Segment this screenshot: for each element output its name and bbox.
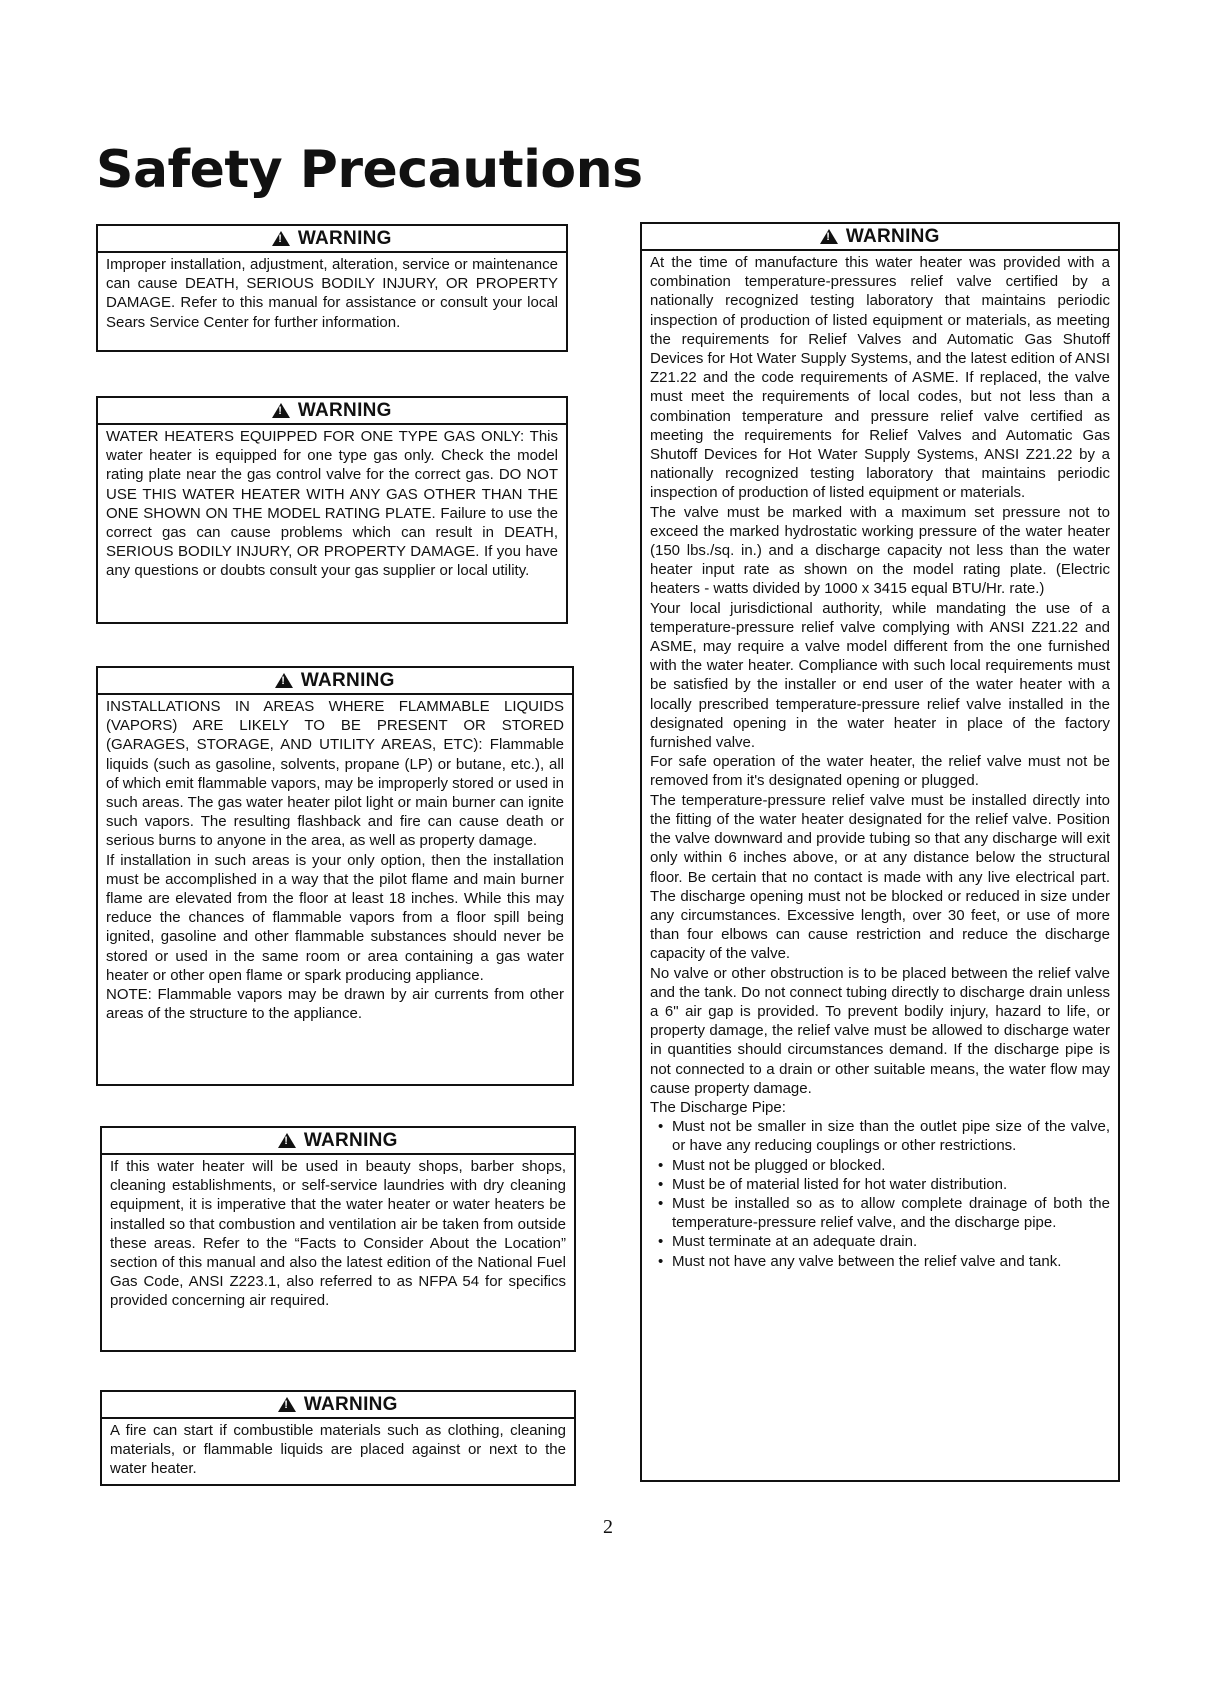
warning-label: WARNING <box>303 1130 398 1151</box>
warning-header <box>98 226 566 253</box>
warning-triangle-icon <box>278 1397 296 1412</box>
warning-label: WARNING <box>303 1394 398 1415</box>
list-item: • Must not have any valve between the relief valve and tank. <box>672 1252 1110 1271</box>
warning-paragraph: If this water heater will be used in beauty shops, barber shops, cleaning establishments, or self-service laundries with dry cleaning equipment, it is imperative that the water heater or water heaters be installed so that combustion and ventilation air be taken from outside these areas. Refer to the “Facts to Consider About the Location” section of this manual and also the latest edition of the National Fuel Gas Code, ANSI Z223.1, also referred to as NFPA 54 for specifics provided concerning air required. <box>110 1158 566 1310</box>
warning-header <box>642 224 1118 251</box>
warning-text <box>102 1155 574 1315</box>
warning-label: WARNING <box>297 228 392 249</box>
warning-box-flammable-liquids <box>96 666 574 1086</box>
warning-paragraph: The Discharge Pipe: <box>650 1098 786 1116</box>
warning-box-gas-type <box>96 396 568 624</box>
warning-text <box>642 251 1118 1275</box>
warning-paragraph: If installation in such areas is your only option, then the installation must be accomplished in a way that the pilot flame and main burner flame are elevated from the floor at least 18 inches. While this may reduce the chances of flammable vapors from a floor spill being ignited, gasoline and other flammable substances should never be stored or used in the same room or area containing a gas water heater or other open flame or spark producing appliance. <box>106 851 564 984</box>
warning-box-relief-valve <box>640 222 1120 1482</box>
list-item: • Must be of material listed for hot water distribution. <box>672 1175 1110 1194</box>
warning-header <box>98 668 572 695</box>
warning-text <box>102 1419 574 1483</box>
warning-paragraph: NOTE: Flammable vapors may be drawn by air currents from other areas of the structure to the appliance. <box>106 986 564 1023</box>
page-title: Safety Precautions <box>96 140 643 200</box>
warning-box-combustible-materials <box>100 1390 576 1486</box>
list-item: • Must terminate at an adequate drain. <box>672 1232 1110 1251</box>
discharge-pipe-list <box>650 1117 1110 1271</box>
page-number: 2 <box>603 1516 613 1538</box>
warning-label: WARNING <box>300 670 395 691</box>
warning-paragraph: For safe operation of the water heater, the relief valve must not be removed from it's designated opening or plugged. <box>650 753 1110 790</box>
warning-header <box>98 398 566 425</box>
warning-paragraph: The temperature-pressure relief valve must be installed directly into the fitting of the water heater designated for the relief valve. Position the valve downward and provide tubing so that any discharge will exit only within 6 inches above, or at any distance below the structural floor. Be certain that no contact is made with any live electrical part. The discharge opening must not be blocked or reduced in size under any circumstances. Excessive length, over 30 feet, or use of more than four elbows can cause restriction and reduce the discharge capacity of the valve. <box>650 791 1110 963</box>
warning-paragraph: At the time of manufacture this water heater was provided with a combination temperature-pressures relief valve certified by a nationally recognized testing laboratory that maintains periodic inspection of production of listed equipment or materials, as meeting the requirements for Relief Valves and Automatic Gas Shutoff Devices for Hot Water Supply Systems, and the latest edition of ANSI Z21.22 and the code requirements of ASME. If replaced, the valve must meet the requirements of local codes, but not less than a combination temperature and pressure relief valve certified as meeting the requirements for Relief Valves and Automatic Gas Shutoff Devices for Hot Water Supply Systems, ANSI Z21.22 by a nationally recognized testing laboratory that maintains periodic inspection of production of listed equipment or materials. <box>650 254 1110 502</box>
warning-paragraph: WATER HEATERS EQUIPPED FOR ONE TYPE GAS ONLY: This water heater is equipped for one type gas only. Check the model rating plate near the gas control valve for the correct gas. DO NOT USE THIS WATER HEATER WITH ANY GAS OTHER THAN THE ONE SHOWN ON THE MODEL RATING PLATE. Failure to use the correct gas can cause problems which can result in DEATH, SERIOUS BODILY INJURY, OR PROPERTY DAMAGE. If you have any questions or doubts consult your gas supplier or local utility. <box>106 428 558 580</box>
warning-text <box>98 695 572 1027</box>
warning-header <box>102 1128 574 1155</box>
list-item: • Must not be plugged or blocked. <box>672 1156 1110 1175</box>
warning-paragraph: INSTALLATIONS IN AREAS WHERE FLAMMABLE LIQUIDS (VAPORS) ARE LIKELY TO BE PRESENT OR STORED (GARAGES, STORAGE, AND UTILITY AREAS, ETC): Flammable liquids (such as gasoline, solvents, propane (LP) or butane, etc.), all of which emit flammable vapors, may be improperly stored or used in such areas. The gas water heater pilot light or main burner can ignite such vapors. The resulting flashback and fire can cause death or serious burns to anyone in the area, as well as property damage. <box>106 698 564 850</box>
warning-paragraph: Your local jurisdictional authority, while mandating the use of a temperature-pressure relief valve complying with ANSI Z21.22 and ASME, may require a valve model different from the one furnished with the water heater. Compliance with such local requirements must be satisfied by the installer or end user of the water heater with a locally prescribed temperature-pressure relief valve installed in the designated opening in the water heater in place of the factory furnished valve. <box>650 599 1110 752</box>
warning-triangle-icon <box>272 231 290 246</box>
warning-paragraph: A fire can start if combustible materials such as clothing, cleaning materials, or flammable liquids are placed against or next to the water heater. <box>110 1422 566 1478</box>
warning-triangle-icon <box>272 403 290 418</box>
warning-label: WARNING <box>297 400 392 421</box>
warning-header <box>102 1392 574 1419</box>
warning-box-beauty-shops <box>100 1126 576 1352</box>
warning-text <box>98 425 566 585</box>
warning-box-improper-installation <box>96 224 568 352</box>
warning-text <box>98 253 566 336</box>
list-item: • Must not be smaller in size than the outlet pipe size of the valve, or have any reducing couplings or other restrictions. <box>672 1117 1110 1155</box>
warning-triangle-icon <box>820 229 838 244</box>
warning-paragraph: No valve or other obstruction is to be placed between the relief valve and the tank. Do not connect tubing directly to discharge drain unless a 6" air gap is provided. To prevent bodily injury, hazard to life, or property damage, the relief valve must be allowed to discharge water in quantities should circumstances demand. If the discharge pipe is not connected to a drain or other suitable means, the water flow may cause property damage. <box>650 964 1110 1097</box>
warning-triangle-icon <box>278 1133 296 1148</box>
warning-triangle-icon <box>275 673 293 688</box>
list-item: • Must be installed so as to allow complete drainage of both the temperature-pressure relief valve, and the discharge pipe. <box>672 1194 1110 1232</box>
warning-paragraph: Improper installation, adjustment, alteration, service or maintenance can cause DEATH, SERIOUS BODILY INJURY, OR PROPERTY DAMAGE. Refer to this manual for assistance or consult your local Sears Service Center for further information. <box>106 256 558 331</box>
warning-paragraph: The valve must be marked with a maximum set pressure not to exceed the marked hydrostatic working pressure of the water heater (150 lbs./sq. in.) and a discharge capacity not less than the water heater input rate as shown on the model rating plate. (Electric heaters - watts divided by 1000 x 3415 equal BTU/Hr. rate.) <box>650 503 1110 598</box>
warning-label: WARNING <box>845 226 940 247</box>
